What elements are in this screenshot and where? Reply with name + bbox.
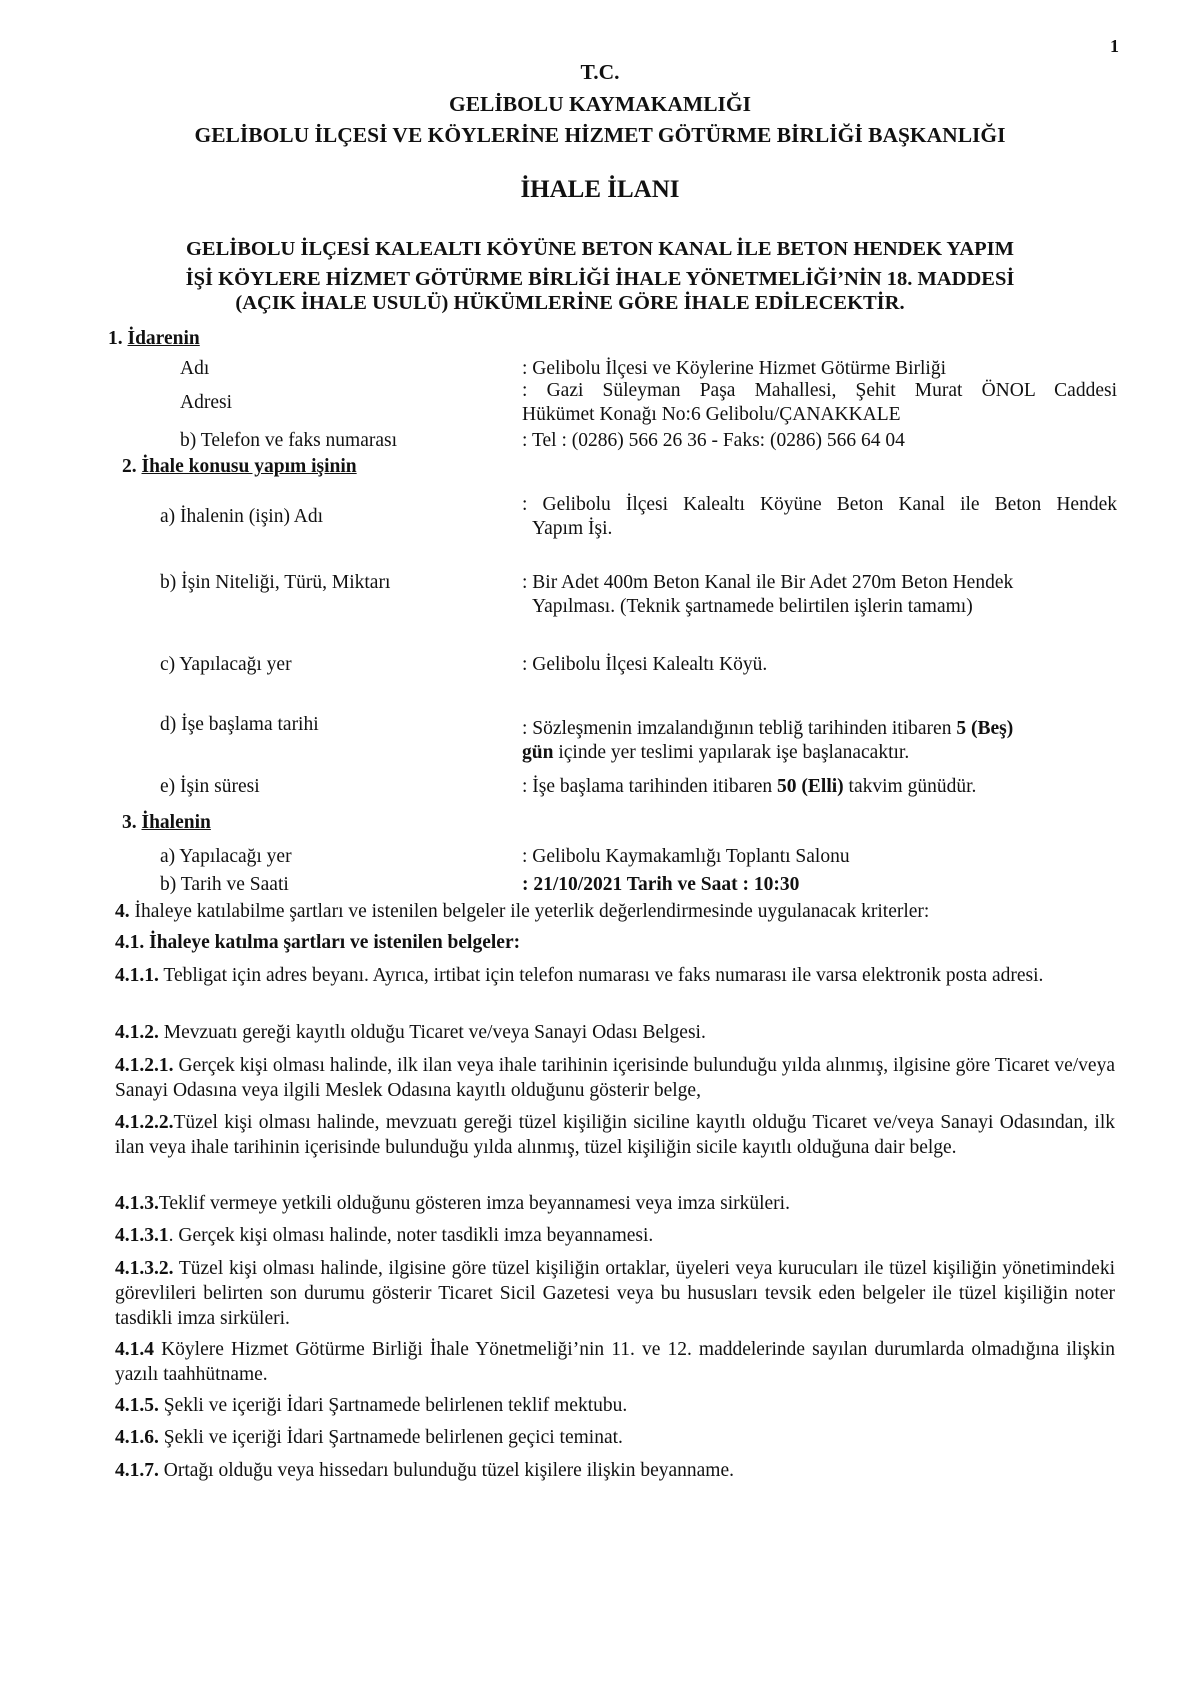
header-tc: T.C. bbox=[580, 60, 620, 84]
isin-suresi-label: e) İşin süresi bbox=[160, 776, 260, 797]
item-number: 4.1.2. bbox=[115, 1022, 159, 1043]
item-4-1-2 bbox=[115, 1020, 1115, 1045]
item-number: 4.1.4 bbox=[115, 1339, 154, 1360]
section-1-heading bbox=[108, 328, 200, 350]
telefon-value: : Tel : (0286) 566 26 36 - Faks: (0286) 566 64 04 bbox=[522, 430, 905, 451]
page-title: İHALE İLANI bbox=[520, 176, 680, 203]
item-number: 4.1.3.2. bbox=[115, 1258, 174, 1279]
telefon-label: b) Telefon ve faks numarası bbox=[180, 430, 398, 451]
section-2-number: 2. bbox=[122, 456, 137, 477]
ihale-tarih-value: : 21/10/2021 Tarih ve Saat : 10:30 bbox=[522, 874, 800, 895]
ihale-adi-label: a) İhalenin (işin) Adı bbox=[160, 506, 323, 527]
adi-value: : Gelibolu İlçesi ve Köylerine Hizmet Götürme Birliği bbox=[522, 358, 947, 379]
ise-baslama-gun: gün bbox=[522, 742, 554, 763]
page-number: 1 bbox=[1110, 36, 1119, 56]
ise-baslama-value-line-1 bbox=[522, 718, 1013, 740]
item-text: . Gerçek kişi olması halinde, noter tasdikli imza beyannamesi. bbox=[168, 1225, 654, 1246]
item-4-1-5 bbox=[115, 1393, 1115, 1418]
isin-suresi-pre: : İşe başlama tarihinden itibaren bbox=[522, 776, 778, 797]
subtitle-line-1: GELİBOLU İLÇESİ KALEALTI KÖYÜNE BETON KANAL İLE BETON HENDEK YAPIM bbox=[185, 238, 1014, 260]
item-number: 4.1.3.1 bbox=[115, 1225, 169, 1246]
adi-label: Adı bbox=[180, 358, 210, 379]
item-4-1-4 bbox=[115, 1337, 1115, 1387]
item-4-1-1 bbox=[115, 963, 1115, 988]
ise-baslama-value-line-2 bbox=[522, 742, 909, 764]
section-4-heading bbox=[115, 901, 929, 923]
item-4-1-6 bbox=[115, 1425, 1115, 1450]
item-4-1-3-2 bbox=[115, 1256, 1115, 1331]
ise-baslama-text: : Sözleşmenin imzalandığının tebliğ tarihinden itibaren bbox=[522, 718, 957, 739]
item-4-1-2-1 bbox=[115, 1053, 1115, 1103]
section-3-heading bbox=[122, 812, 211, 834]
item-number: 4.1.1. bbox=[115, 965, 159, 986]
item-text: Gerçek kişi olması halinde, ilk ilan veya ihale tarihinin içerisinde bulunduğu yılda alınmış, ilgisine göre Ticaret ve/veya Sanayi Odasına veya ilgili Meslek Odasına kayıtlı olduğunu gösterir belge, bbox=[115, 1055, 1115, 1101]
item-text: Köylere Hizmet Götürme Birliği İhale Yönetmeliği’nin 11. ve 12. maddelerinde sayılan durumlarda olmadığına ilişkin yazılı taahhütname. bbox=[115, 1339, 1115, 1385]
section-4-1-heading: 4.1. İhaleye katılma şartları ve istenilen belgeler: bbox=[115, 932, 521, 953]
section-1-title: İdarenin bbox=[127, 328, 200, 349]
item-text: Mevzuatı gereği kayıtlı olduğu Ticaret ve/veya Sanayi Odası Belgesi. bbox=[158, 1022, 706, 1043]
item-4-1-3-1 bbox=[115, 1223, 1115, 1248]
item-text: Tüzel kişi olması halinde, ilgisine göre tüzel kişiliğin ortaklar, üyeleri veya kurucuları ile tüzel kişiliğin yönetimindeki görevlileri belirten son durumu gösterir Ticaret Sicil Gazetesi veya bu hususları tevsik eden belgeler ile tüzel kişiliğin noter tasdikli imza sirküleri. bbox=[115, 1258, 1115, 1329]
item-number: 4.1.2.1. bbox=[115, 1055, 174, 1076]
item-4-1-2-2 bbox=[115, 1110, 1115, 1160]
section-1-number: 1. bbox=[108, 328, 123, 349]
nitelik-value-line-2: Yapılması. (Teknik şartnamede belirtilen işlerin tamamı) bbox=[532, 596, 973, 617]
ihale-adi-value-line-2: Yapım İşi. bbox=[532, 518, 613, 539]
item-text: Ortağı olduğu veya hissedarı bulunduğu tüzel kişilere ilişkin beyanname. bbox=[158, 1460, 734, 1481]
adres-value-line-2: Hükümet Konağı No:6 Gelibolu/ÇANAKKALE bbox=[522, 404, 901, 425]
item-4-1-3 bbox=[115, 1191, 1115, 1216]
ise-baslama-days: 5 (Beş) bbox=[956, 718, 1014, 739]
header-kaymakamlik: GELİBOLU KAYMAKAMLIĞI bbox=[448, 92, 752, 116]
subtitle-line-3: (AÇIK İHALE USULÜ) HÜKÜMLERİNE GÖRE İHALE EDİLECEKTİR. bbox=[235, 292, 905, 314]
ihale-yeri-label: a) Yapılacağı yer bbox=[160, 846, 292, 867]
isin-suresi-days: 50 (Elli) bbox=[777, 776, 844, 797]
adres-label: Adresi bbox=[180, 392, 232, 413]
item-text: Şekli ve içeriği İdari Şartnamede belirlenen geçici teminat. bbox=[158, 1427, 623, 1448]
ihale-tarih-label: b) Tarih ve Saati bbox=[160, 874, 289, 895]
item-number: 4.1.5. bbox=[115, 1395, 159, 1416]
nitelik-value-line-1: : Bir Adet 400m Beton Kanal ile Bir Adet 270m Beton Hendek bbox=[522, 572, 1014, 593]
section-4-number: 4. bbox=[115, 901, 130, 922]
adres-value-line-1: : Gazi Süleyman Paşa Mahallesi, Şehit Murat ÖNOL Caddesi bbox=[522, 380, 1117, 401]
header-birlik: GELİBOLU İLÇESİ VE KÖYLERİNE HİZMET GÖTÜRME BİRLİĞİ BAŞKANLIĞI bbox=[194, 123, 1006, 147]
isin-suresi-post: takvim günüdür. bbox=[843, 776, 977, 797]
nitelik-label: b) İşin Niteliği, Türü, Miktarı bbox=[160, 572, 391, 593]
section-3-title: İhalenin bbox=[141, 812, 211, 833]
item-number: 4.1.2.2. bbox=[115, 1112, 174, 1133]
item-number: 4.1.7. bbox=[115, 1460, 159, 1481]
isin-suresi-value bbox=[522, 776, 976, 798]
item-number: 4.1.6. bbox=[115, 1427, 159, 1448]
item-text: Teklif vermeye yetkili olduğunu gösteren imza beyannamesi veya imza sirküleri. bbox=[158, 1193, 790, 1214]
item-text: Tebligat için adres beyanı. Ayrıca, irtibat için telefon numarası ve faks numarası ile varsa elektronik posta adresi. bbox=[158, 965, 1044, 986]
item-text: Tüzel kişi olması halinde, mevzuatı gereği tüzel kişiliğin siciline kayıtlı olduğu Ticaret ve/veya Sanayi Odasından, ilk ilan veya ihale tarihinin içerisinde bulunduğu yılda alınmış, tüzel kişiliğin sicile kayıtlı olduğuna dair belge. bbox=[115, 1112, 1115, 1158]
section-3-number: 3. bbox=[122, 812, 137, 833]
item-4-1-7 bbox=[115, 1458, 1115, 1483]
yapilacagi-yer-value: : Gelibolu İlçesi Kalealtı Köyü. bbox=[522, 654, 768, 675]
yapilacagi-yer-label: c) Yapılacağı yer bbox=[160, 654, 292, 675]
ihale-adi-value-line-1: : Gelibolu İlçesi Kalealtı Köyüne Beton Kanal ile Beton Hendek bbox=[522, 494, 1117, 515]
section-4-text: İhaleye katılabilme şartları ve istenilen belgeler ile yeterlik değerlendirmesinde uygulanacak kriterler: bbox=[129, 901, 930, 922]
ihale-yeri-value: : Gelibolu Kaymakamlığı Toplantı Salonu bbox=[522, 846, 850, 867]
ise-baslama-label: d) İşe başlama tarihi bbox=[160, 714, 319, 735]
section-2-title: İhale konusu yapım işinin bbox=[141, 456, 357, 477]
section-2-heading bbox=[122, 456, 357, 478]
item-number: 4.1.3. bbox=[115, 1193, 159, 1214]
ise-baslama-rest: içinde yer teslimi yapılarak işe başlanacaktır. bbox=[553, 742, 910, 763]
item-text: Şekli ve içeriği İdari Şartnamede belirlenen teklif mektubu. bbox=[158, 1395, 628, 1416]
subtitle-line-2: İŞİ KÖYLERE HİZMET GÖTÜRME BİRLİĞİ İHALE YÖNETMELİĞİ’NİN 18. MADDESİ bbox=[185, 268, 1015, 290]
